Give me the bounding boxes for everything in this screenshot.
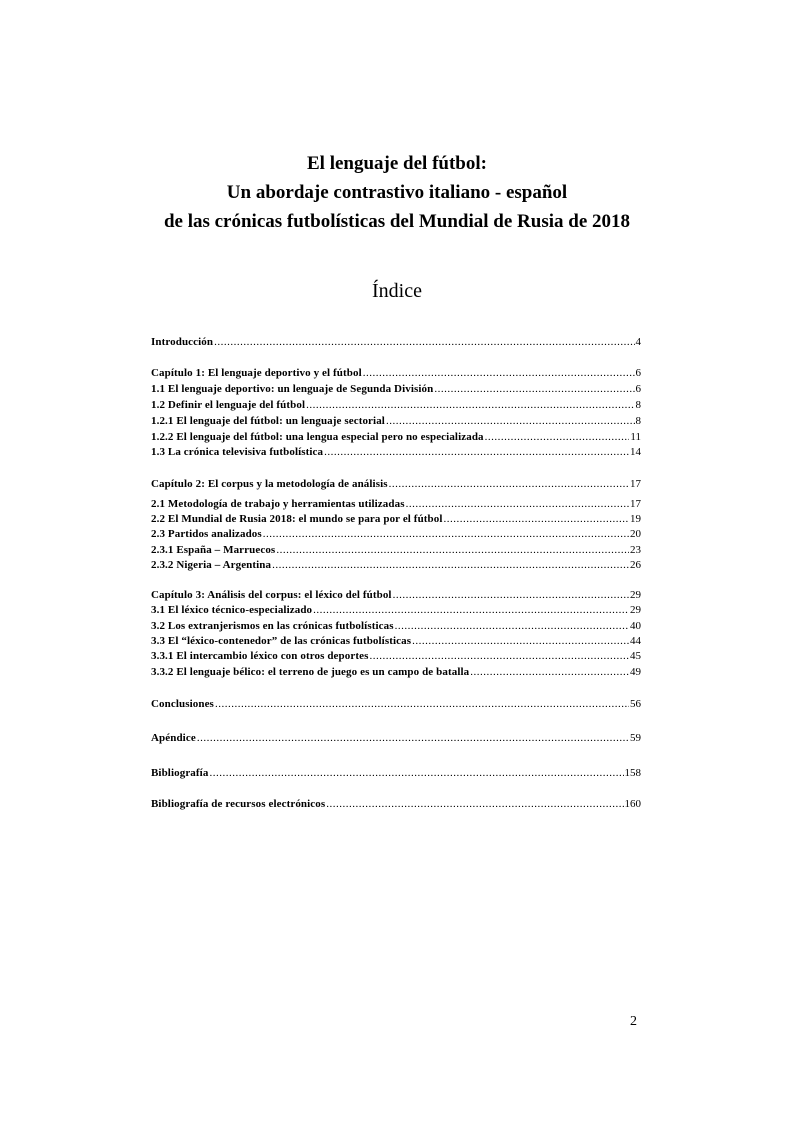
toc-entry-bibliografia-recursos[interactable] xyxy=(151,798,641,813)
toc-leader-dots xyxy=(263,528,629,540)
toc-entry-label: Apéndice xyxy=(151,732,196,744)
toc-entry-page: 17 xyxy=(630,478,641,490)
toc-entry-page: 23 xyxy=(630,544,641,556)
toc-entry-label: 2.3 Partidos analizados xyxy=(151,528,262,540)
toc-entry-1-2-1[interactable] xyxy=(151,415,641,430)
toc-leader-dots xyxy=(389,478,629,490)
toc-entry-label: 1.1 El lenguaje deportivo: un lenguaje de Segunda División xyxy=(151,383,434,395)
toc-entry-page: 56 xyxy=(630,698,641,710)
toc-entry-label: Introducción xyxy=(151,336,214,348)
toc-entry-page: 26 xyxy=(630,559,641,571)
toc-entry-page: 17 xyxy=(630,498,641,510)
toc-entry-2-1[interactable] xyxy=(151,498,641,513)
toc-entry-introduccion[interactable] xyxy=(151,336,641,351)
toc-entry-2-3-2[interactable] xyxy=(151,559,641,574)
toc-entry-page: 20 xyxy=(630,528,641,540)
toc-entry-label: 2.1 Metodología de trabajo y herramientas utilizadas xyxy=(151,498,405,510)
toc-entry-page: 29 xyxy=(630,604,641,616)
toc-entry-page: 49 xyxy=(630,666,641,678)
toc-entry-label: 3.1 El léxico técnico-especializado xyxy=(151,604,313,616)
toc-entry-label: 1.3 La crónica televisiva futbolística xyxy=(151,446,324,458)
toc-leader-dots xyxy=(386,415,635,427)
toc-entry-label: Conclusiones xyxy=(151,698,214,710)
toc-entry-label: 3.3.2 El lenguaje bélico: el terreno de juego es un campo de batalla xyxy=(151,666,470,678)
toc-leader-dots xyxy=(412,635,629,647)
toc-entry-2-3-1[interactable] xyxy=(151,544,641,559)
toc-entry-label: 2.2 El Mundial de Rusia 2018: el mundo se para por el fútbol xyxy=(151,513,443,525)
toc-entry-3-3-2[interactable] xyxy=(151,666,641,681)
toc-entry-label: 3.2 Los extranjerismos en las crónicas futbolísticas xyxy=(151,620,394,632)
toc-entry-page: 19 xyxy=(630,513,641,525)
toc-entry-3-2[interactable] xyxy=(151,620,641,635)
index-heading: Índice xyxy=(372,280,422,302)
toc-entry-2-3[interactable] xyxy=(151,528,641,543)
toc-leader-dots xyxy=(324,446,629,458)
toc-entry-label: 3.3.1 El intercambio léxico con otros deportes xyxy=(151,650,369,662)
toc-entry-page: 8 xyxy=(635,399,641,411)
toc-leader-dots xyxy=(485,431,630,443)
toc-entry-label: Bibliografía de recursos electrónicos xyxy=(151,798,326,810)
document-title xyxy=(0,149,794,236)
toc-entry-label: 1.2.1 El lenguaje del fútbol: un lenguaje sectorial xyxy=(151,415,385,427)
page-number: 2 xyxy=(630,1014,637,1029)
toc-leader-dots xyxy=(313,604,629,616)
toc-leader-dots xyxy=(306,399,634,411)
toc-entry-1-1[interactable] xyxy=(151,383,641,398)
toc-leader-dots xyxy=(214,336,634,348)
toc-entry-page: 4 xyxy=(635,336,641,348)
toc-entry-2-2[interactable] xyxy=(151,513,641,528)
toc-entry-label: Capítulo 2: El corpus y la metodología de análisis xyxy=(151,478,388,490)
toc-entry-page: 40 xyxy=(630,620,641,632)
toc-entry-page: 45 xyxy=(630,650,641,662)
toc-leader-dots xyxy=(393,589,629,601)
toc-entry-page: 8 xyxy=(635,415,641,427)
toc-leader-dots xyxy=(272,559,629,571)
toc-entry-1-2[interactable] xyxy=(151,399,641,414)
toc-entry-page: 59 xyxy=(630,732,641,744)
toc-leader-dots xyxy=(395,620,629,632)
toc-entry-label: 3.3 El “léxico-contenedor” de las crónicas futbolísticas xyxy=(151,635,412,647)
toc-entry-label: 1.2 Definir el lenguaje del fútbol xyxy=(151,399,306,411)
toc-entry-3-3[interactable] xyxy=(151,635,641,650)
toc-leader-dots xyxy=(444,513,629,525)
toc-entry-page: 29 xyxy=(630,589,641,601)
toc-leader-dots xyxy=(363,367,635,379)
toc-entry-1-3[interactable] xyxy=(151,446,641,461)
toc-entry-label: 2.3.2 Nigeria – Argentina xyxy=(151,559,272,571)
toc-entry-label: 1.2.2 El lenguaje del fútbol: una lengua especial pero no especializada xyxy=(151,431,484,443)
toc-entry-capitulo-1[interactable] xyxy=(151,367,641,382)
title-line-2: Un abordaje contrastivo italiano - español xyxy=(226,182,568,203)
toc-leader-dots xyxy=(406,498,629,510)
toc-entry-apendice[interactable] xyxy=(151,732,641,747)
toc-entry-capitulo-3[interactable] xyxy=(151,589,641,604)
toc-leader-dots xyxy=(215,698,629,710)
toc-entry-label: Bibliografía xyxy=(151,767,209,779)
toc-entry-label: Capítulo 3: Análisis del corpus: el léxico del fútbol xyxy=(151,589,392,601)
toc-entry-bibliografia[interactable] xyxy=(151,767,641,782)
toc-entry-label: Capítulo 1: El lenguaje deportivo y el fútbol xyxy=(151,367,362,379)
toc-leader-dots xyxy=(470,666,629,678)
toc-entry-conclusiones[interactable] xyxy=(151,698,641,713)
toc-leader-dots xyxy=(326,798,623,810)
toc-entry-page: 6 xyxy=(635,367,641,379)
title-line-3: de las crónicas futbolísticas del Mundial de Rusia de 2018 xyxy=(163,211,631,232)
toc-leader-dots xyxy=(276,544,629,556)
toc-entry-page: 158 xyxy=(624,767,641,779)
toc-entry-1-2-2[interactable] xyxy=(151,431,641,446)
toc-entry-label: 2.3.1 España – Marruecos xyxy=(151,544,276,556)
toc-leader-dots xyxy=(434,383,634,395)
toc-leader-dots xyxy=(209,767,623,779)
toc-entry-3-3-1[interactable] xyxy=(151,650,641,665)
toc-leader-dots xyxy=(369,650,629,662)
toc-entry-capitulo-2[interactable] xyxy=(151,478,641,493)
toc-entry-page: 14 xyxy=(630,446,641,458)
toc-entry-page: 44 xyxy=(630,635,641,647)
toc-entry-page: 6 xyxy=(635,383,641,395)
toc-leader-dots xyxy=(197,732,629,744)
toc-entry-3-1[interactable] xyxy=(151,604,641,619)
title-line-1: El lenguaje del fútbol: xyxy=(307,153,487,174)
toc-entry-page: 160 xyxy=(624,798,641,810)
toc-entry-page: 11 xyxy=(630,431,641,443)
